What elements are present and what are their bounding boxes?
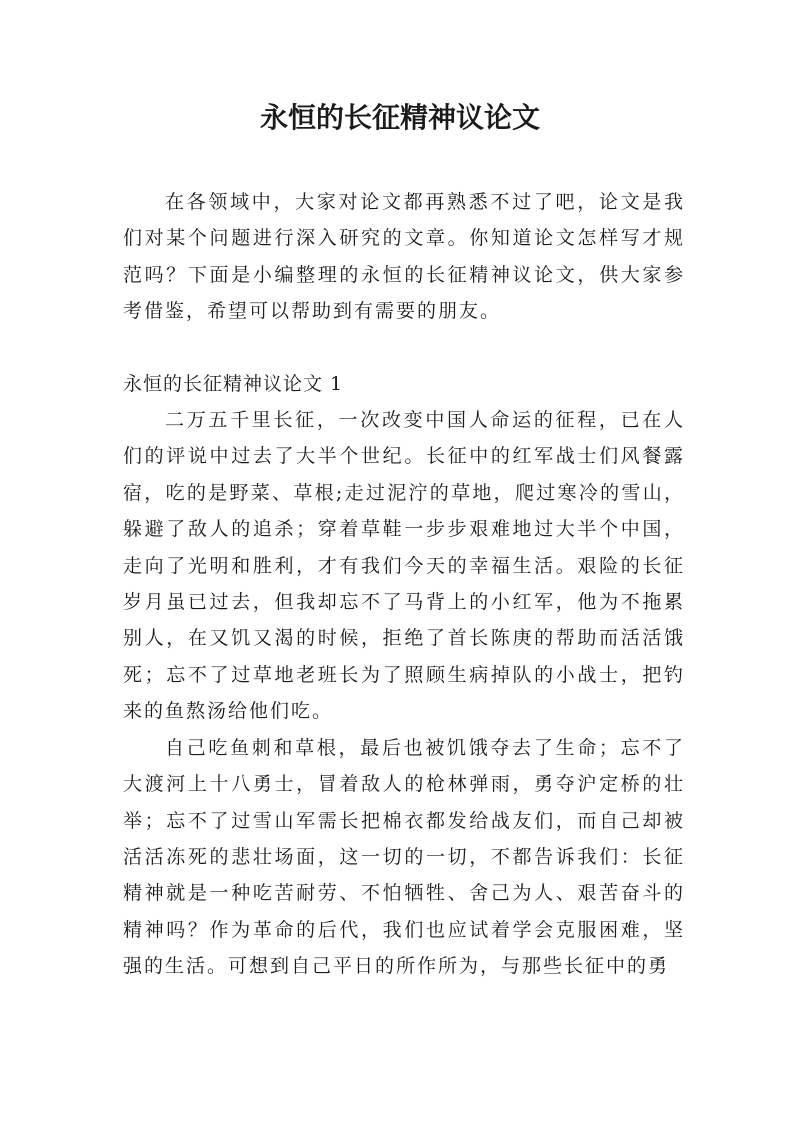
intro-paragraph: 在各领域中，大家对论文都再熟悉不过了吧，论文是我们对某个问题进行深入研究的文章。你知道论文怎样写才规范吗？下面是小编整理的永恒的长征精神议论文，供大家参考借鉴，希望可以帮助到有需要的朋友。: [123, 191, 685, 323]
body-paragraph-1: 二万五千里长征，一次改变中国人命运的征程，已在人们的评说中过去了大半个世纪。长征中的红军战士们风餐露宿，吃的是野菜、草根;走过泥泞的草地，爬过寒冷的雪山，躲避了敌人的追杀；穿着草鞋一步步艰难地过大半个中国，走向了光明和胜利，才有我们今天的幸福生活。艰险的长征岁月虽已过去，但我却忘不了马背上的小红军，他为不拖累别人，在又饥又渴的时候，拒绝了首长陈庚的帮助而活活饿死；忘不了过草地老班长为了照顾生病掉队的小战士，把钓来的鱼熬汤给他们吃。: [123, 409, 685, 723]
document-body: [123, 184, 685, 985]
section-heading: 永恒的长征精神议论文 1: [123, 372, 344, 395]
body-paragraph-2: 自己吃鱼刺和草根，最后也被饥饿夺去了生命；忘不了大渡河上十八勇士，冒着敌人的枪林弹雨，勇夺沪定桥的壮举；忘不了过雪山军需长把棉衣都发给战友们，而自己却被活活冻死的悲壮场面，这一切的一切，不都告诉我们：长征精神就是一种吃苦耐劳、不怕牺牲、舍己为人、艰苦奋斗的精神吗？作为革命的后代，我们也应试着学会克服困难，坚强的生活。可想到自己平日的所作所为，与那些长征中的勇: [123, 736, 685, 978]
document-title: 永恒的长征精神议论文: [259, 101, 540, 134]
